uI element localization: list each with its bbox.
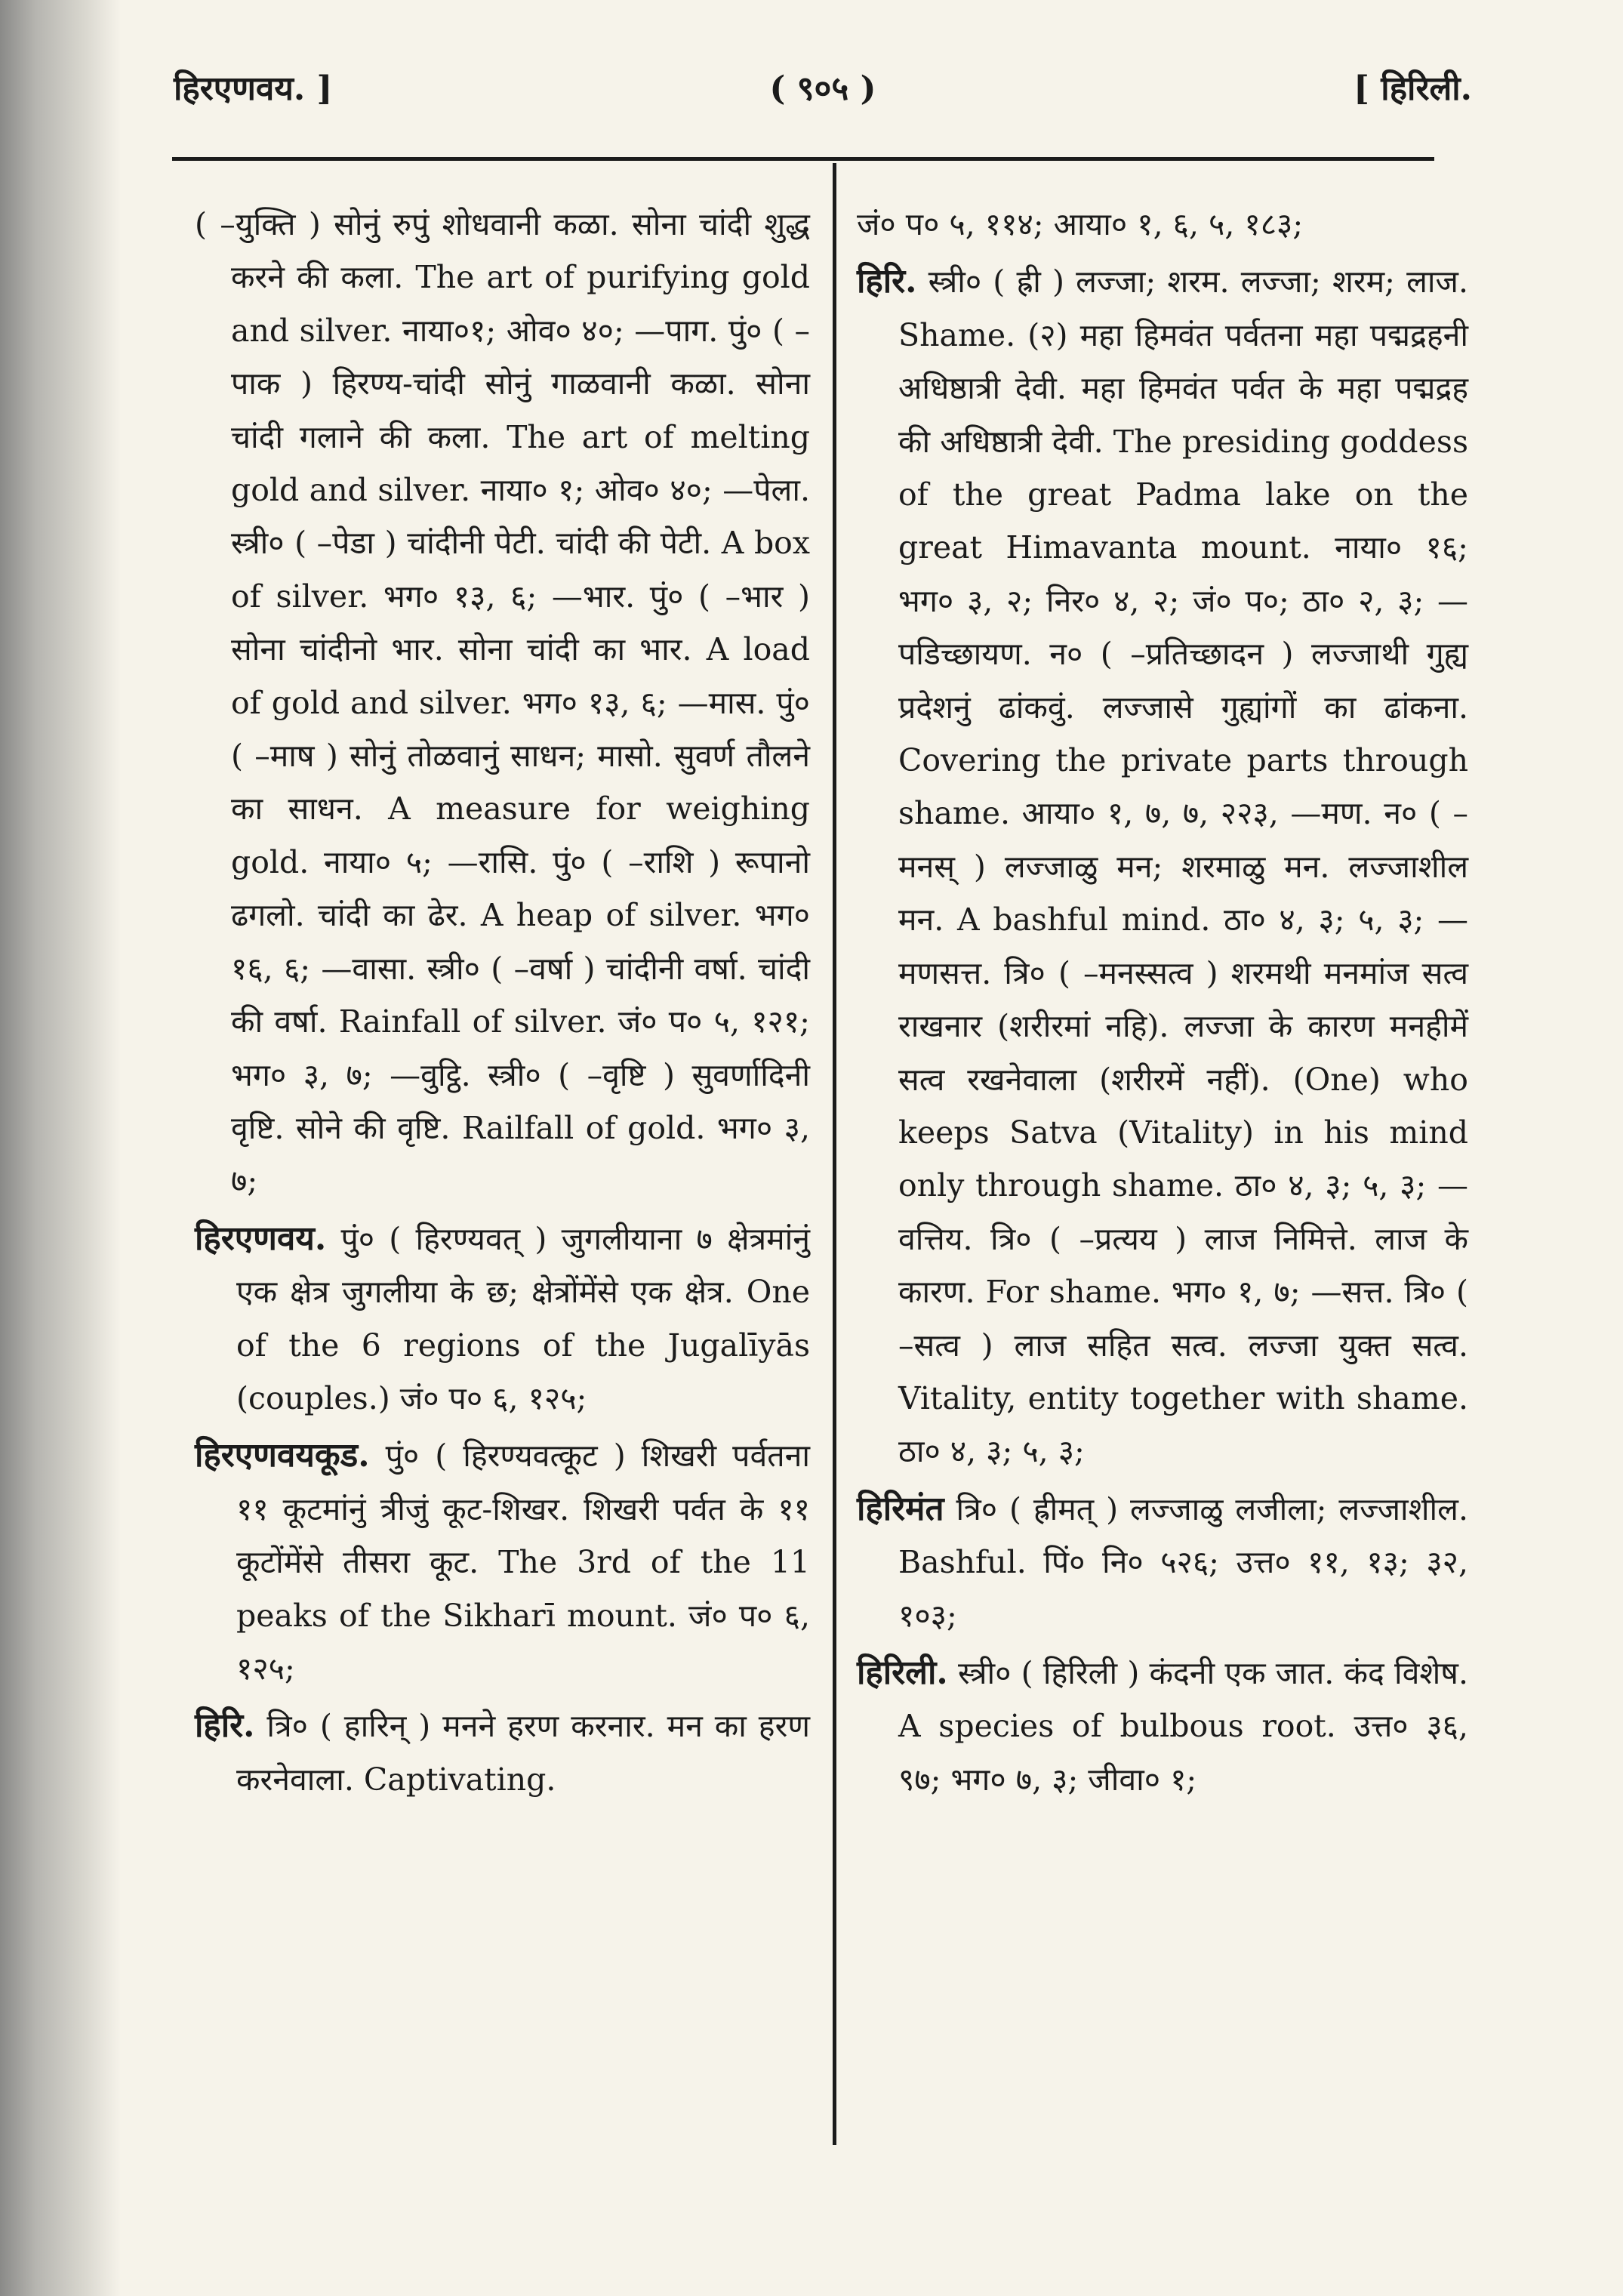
dictionary-entry bbox=[857, 198, 1468, 251]
entry-text: पुं० ( हिरण्यवत्कूट ) शिखरी पर्वतना ११ कूटमांनुं त्रीजुं कूट-शिखर. शिखरी पर्वत के ११ कूटोंमेंसे तीसरा कूट. The 3rd of the 11 peaks of the Sikharī mount. जं० प० ६, १२५; bbox=[236, 1438, 810, 1687]
page-number: ( ९०५ ) bbox=[769, 69, 876, 108]
entry-headword: हिरि. bbox=[195, 1706, 255, 1746]
entry-headword: हिरएणवयकूड. bbox=[195, 1436, 370, 1475]
dictionary-entry bbox=[195, 198, 810, 1208]
entry-headword: हिरि. bbox=[857, 262, 917, 301]
header-left-guideword: हिरएणवय. ] bbox=[174, 69, 333, 108]
dictionary-entry bbox=[195, 1213, 810, 1425]
dictionary-entry bbox=[857, 255, 1468, 1478]
entry-text: त्रि० ( हारिन् ) मनने हरण करनार. मन का हरण करनेवाला. Captivating. bbox=[236, 1708, 810, 1798]
column-divider bbox=[833, 163, 836, 2145]
entry-text: स्त्री० ( हिरिली ) कंदनी एक जात. कंद विशेष. A species of bulbous root. उत्त० ३६, ९७; भग० ७, ३; जीवा० १; bbox=[898, 1654, 1468, 1798]
dictionary-entry bbox=[857, 1647, 1468, 1806]
entry-text: स्त्री० ( ह्री ) लज्जा; शरम. लज्जा; शरम; लाज. Shame. (२) महा हिमवंत पर्वतना महा पद्मद्रहनी अधिष्ठात्री देवी. महा हिमवंत पर्वत के महा पद्मद्रह की अधिष्ठात्री देवी. The presiding goddess of the great Padma lake on the great Himavanta mount. नाया० १६; भग० ३, २; निर० ४, २; जं० प०; ठा० २, ३; —पडिच्छायण. न० ( –प्रतिच्छादन ) लज्जाथी गुह्य प्रदेशनुं ढांकवुं. लज्जासे गुह्यांगों का ढांकना. Covering the private parts through shame. आया० १, ७, ७, २२३, —मण. न० ( –मनस् ) लज्जाळु मन; शरमाळु मन. लज्जाशील मन. A bashful mind. ठा० ४, ३; ५, ३; —मणसत्त. त्रि० ( –मनस्सत्व ) शरमथी मनमांज सत्व राखनार (शरीरमां नहि). लज्जा के कारण मनहीमें सत्व रखनेवाला (शरीरमें नहीं). (One) who keeps Satva (Vitality) in his mind only through shame. ठा० ४, ३; ५, ३; —वत्तिय. त्रि० ( –प्रत्यय ) लाज निमित्ते. लाज के कारण. For shame. भग० १, ७; —सत्त. त्रि० ( –सत्व ) लाज सहित सत्व. लज्जा युक्त सत्व. Vitality, entity together with shame. ठा० ४, ३; ५, ३; bbox=[898, 264, 1468, 1470]
dictionary-entry bbox=[195, 1429, 810, 1695]
dictionary-entry bbox=[857, 1483, 1468, 1642]
entry-text: ( –युक्ति ) सोनुं रुपुं शोधवानी कळा. सोना चांदी शुद्ध करने की कला. The art of purifying gold and silver. नाया०१; ओव० ४०; —पाग. पुं० ( –पाक ) हिरण्य-चांदी सोनुं गाळवानी कळा. सोना चांदी गलाने की कला. The art of melting gold and silver. नाया० १; ओव० ४०; —पेला. स्त्री० ( –पेडा ) चांदीनी पेटी. चांदी की पेटी. A box of silver. भग० १३, ६; —भार. पुं० ( –भार ) सोना चांदीनो भार. सोना चांदी का भार. A load of gold and silver. भग० १३, ६; —मास. पुं० ( –माष ) सोनुं तोळवानुं साधन; मासो. सुवर्ण तौलने का साधन. A measure for weighing gold. नाया० ५; —रासि. पुं० ( –राशि ) रूपानो ढगलो. चांदी का ढेर. A heap of silver. भग० १६, ६; —वासा. स्त्री० ( –वर्षा ) चांदीनी वर्षा. चांदी की वर्षा. Rainfall of silver. जं० प० ५, १२१; भग० ३, ७; —वुट्ठि. स्त्री० ( –वृष्टि ) सुवर्णादिनी वृष्टि. सोने की वृष्टि. Railfall of gold. भग० ३, ७; bbox=[195, 206, 810, 1200]
entry-headword: हिरिमंत bbox=[857, 1489, 944, 1528]
right-column bbox=[857, 198, 1468, 1811]
entry-headword: हिरिली. bbox=[857, 1653, 948, 1692]
dictionary-entry bbox=[195, 1700, 810, 1806]
book-binding-shadow bbox=[0, 0, 121, 2296]
left-column bbox=[195, 198, 810, 1811]
entry-text: पुं० ( हिरण्यवत् ) जुगलीयाना ७ क्षेत्रमांनुं एक क्षेत्र जुगलीया के छ; क्षेत्रोंमेंसे एक क्षेत्र. One of the 6 regions of the Jugalīyās (couples.) जं० प० ६, १२५; bbox=[236, 1220, 810, 1416]
header-right-guideword: [ हिरिली. bbox=[1354, 69, 1472, 108]
header-rule bbox=[172, 157, 1434, 161]
entry-headword: हिरएणवय. bbox=[195, 1219, 327, 1258]
page-header bbox=[174, 64, 1472, 132]
entry-text: जं० प० ५, ११४; आया० १, ६, ५, १८३; bbox=[857, 206, 1304, 242]
entry-text: त्रि० ( ह्रीमत् ) लज्जाळु लजीला; लज्जाशील. Bashful. पिं० नि० ५२६; उत्त० ११, १३; ३२, १०३; bbox=[898, 1490, 1468, 1634]
